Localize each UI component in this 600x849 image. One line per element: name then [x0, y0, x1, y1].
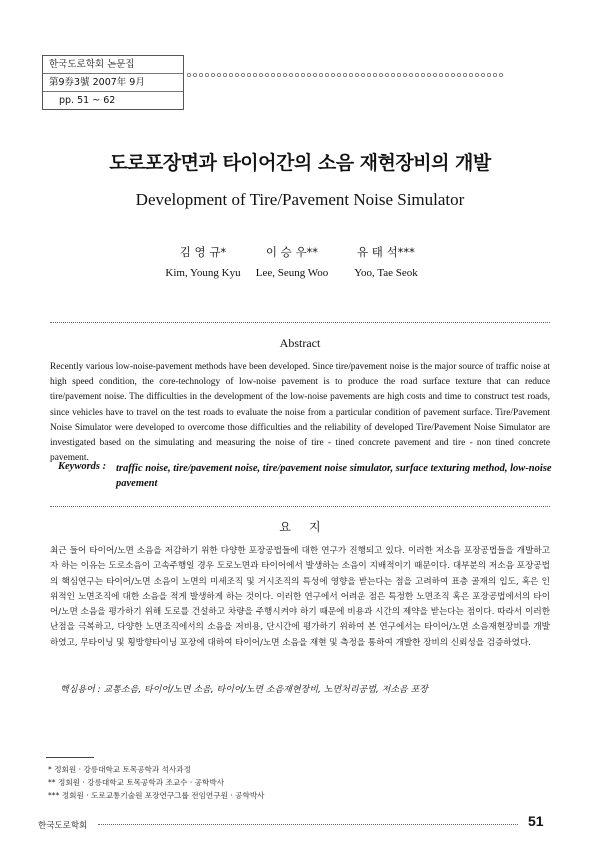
keywords-label: Keywords :: [58, 461, 107, 472]
header-dotted-rule: [186, 72, 504, 78]
journal-info-box: [42, 55, 184, 110]
footnote-1: * 정회원 · 강릉대학교 토목공학과 석사과정: [48, 765, 191, 774]
page-number: 51: [528, 813, 544, 829]
footnote-rule: [46, 757, 94, 758]
author-2-english: Lee, Seung Woo: [255, 267, 329, 279]
abstract-text: Recently various low-noise-pavement methods have been developed. Since tire/pavement noise is the major source of traffic noise at high speed condition, the core-technology of low-noise pavement is to produce the road surface texture that can reduce tire/pavement noise. The difficulties in the development of the low-noise pavements are high costs and time to construct test roads, since vehicles have to travel on the test roads to evaluate the noise from a particular condition of pavement surface. Tire/Pavement Noise Simulator were developed to overcome those difficulties and the reliability of developed Tire/Pavement Noise Simulator are investigated based on the simulating and measuring the noise of tire - tined concrete pavement and tire - non tined concrete pavement.: [50, 362, 550, 464]
yoji-text: 최근 들어 타이어/노면 소음을 저감하기 위한 다양한 포장공법들에 대한 연구가 진행되고 있다. 이러한 저소음 포장공법들을 개발하고자 하는 이유는 도로소음이 고속주행일 경우 도로노면과 타이어에서 발생하는 소음이 지배적이기 때문이다. 대부분의 저소음 포장공법의 핵심연구는 타이어/노면 소음이 노면의 미세조직 및 거시조직의 특성에 영향을 받는다는 점을 고려하여 표층 골재의 입도, 혹은 인위적인 노면조직에 대한 소음을 적게 발생하게 하는 것이다. 이러한 연구에서 어려운 점은 특정한 노면조직 혹은 포장공법에서의 타이어/노면 소음을 평가하기 위해 도로를 건설하고 차량을 주행시켜야 하기 때문에 비용과 시간의 제약을 받는다는 점이다. 따라서 이러한 난점을 극복하고, 다양한 노면조직에서의 소음을 저비용, 단시간에 평가하기 위하여 본 연구에서는 타이어/노면 소음재현장비를 개발하였고, 무타이닝 및 횡방향타이닝 포장에 대하여 타이어/노면 소음을 재현 및 측정을 통하여 개발한 장비의 신뢰성을 검증하였다.: [50, 546, 550, 648]
separator-middle: [50, 506, 550, 507]
author-3-english: Yoo, Tae Seok: [354, 267, 418, 279]
yoji-heading: 요지: [279, 520, 339, 534]
author-2-korean: 이 승 우**: [265, 245, 319, 259]
title-korean: 도로포장면과 타이어간의 소음 재현장비의 개발: [109, 152, 491, 174]
footnote-3: *** 정회원 · 도로교통기술원 포장연구그룹 전임연구원 · 공학박사: [48, 791, 265, 800]
footer-publisher: 한국도로학회: [38, 821, 88, 831]
journal-name: 한국도로학회 논문집: [43, 56, 183, 74]
author-1-english: Kim, Young Kyu: [165, 267, 241, 279]
journal-volume: 第9券3號 2007年 9月: [43, 74, 183, 92]
journal-pages: pp. 51 ~ 62: [59, 95, 116, 106]
abstract-heading: Abstract: [279, 336, 321, 350]
author-3-korean: 유 태 석***: [357, 245, 415, 259]
korean-keywords-label: 핵심용어 :: [60, 685, 101, 695]
keywords-text: traffic noise, tire/pavement noise, tire/pavement noise simulator, surface texturing method, low-noise pavement: [116, 463, 552, 489]
korean-keywords-text: 교통소음, 타이어/노면 소음, 타이어/노면 소음재현장비, 노면처리공법, 저소음 포장: [103, 685, 428, 695]
separator-top: [50, 322, 550, 323]
footnote-2: ** 정회원 · 강릉대학교 토목공학과 조교수 · 공학박사: [48, 778, 225, 787]
title-english: Development of Tire/Pavement Noise Simulator: [135, 190, 465, 209]
korean-keywords: [60, 682, 540, 695]
author-1-korean: 김 영 규*: [179, 245, 227, 259]
footer-dotted-rule: [98, 824, 518, 825]
